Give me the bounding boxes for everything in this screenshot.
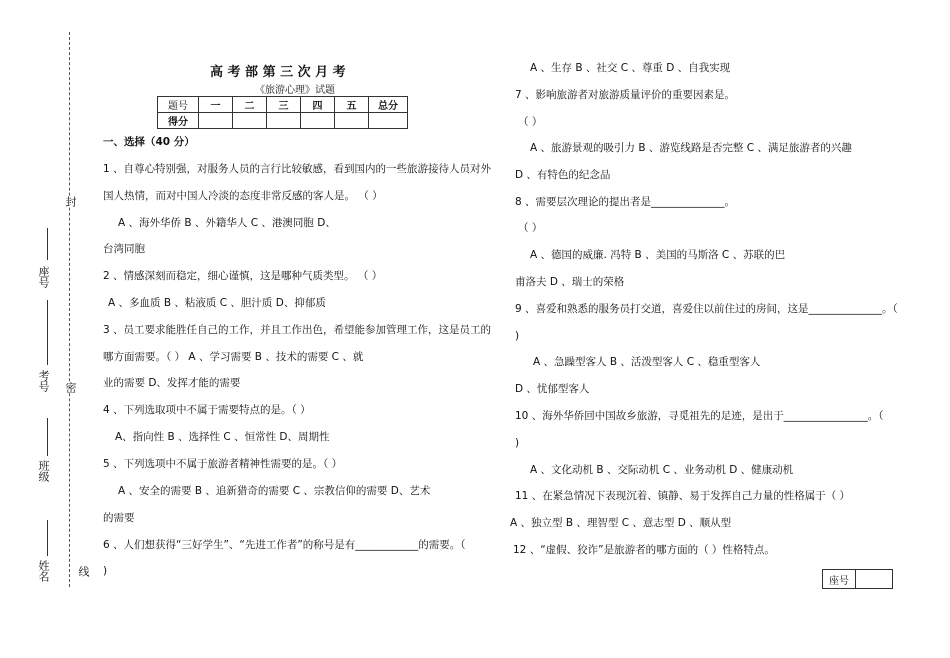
option-line: 的需要: [103, 512, 135, 524]
option-line: A 、独立型 B 、理智型 C 、意志型 D 、顺从型: [510, 517, 732, 529]
question-text: 5 、下列选项中不属于旅游者精神性需要的是。（ ）: [103, 458, 343, 470]
seat-label: 座号: [37, 266, 50, 288]
question-text: 10 、海外华侨回中国故乡旅游，寻觅祖先的足迹，是出于________________。（: [515, 410, 884, 422]
page-title: 高 考 部 第 三 次 月 考: [210, 65, 346, 80]
score-header: 五: [335, 97, 369, 113]
class-field[interactable]: [47, 418, 48, 456]
question-text: 4 、下列选取项中不属于需要特点的是。（ ）: [103, 404, 311, 416]
score-cell[interactable]: [369, 113, 408, 129]
question-text: ): [515, 437, 520, 449]
score-header: 题号: [158, 97, 199, 113]
question-text: 2 、情感深刻而稳定，细心谨慎，这是哪种气质类型。 （ ）: [103, 270, 383, 282]
seal-feng: 封: [64, 196, 77, 207]
question-text: ): [103, 565, 108, 577]
question-text: （ ）: [518, 116, 543, 128]
score-cell[interactable]: [335, 113, 369, 129]
score-cell[interactable]: [233, 113, 267, 129]
score-header: 二: [233, 97, 267, 113]
score-cell[interactable]: [199, 113, 233, 129]
option-line: 业的需要 D、发挥才能的需要: [103, 377, 241, 389]
page-subtitle: 《旅游心理》试题: [255, 85, 335, 96]
question-text: 哪方面需要。（ ） A 、学习需要 B 、技术的需要 C 、就: [103, 351, 364, 363]
option-line: A 、海外华侨 B 、外籍华人 C 、港澳同胞 D、: [118, 217, 336, 229]
name-label: 姓名: [37, 560, 50, 582]
score-cell[interactable]: [301, 113, 335, 129]
class-label: 班级: [37, 460, 50, 482]
score-header: 三: [267, 97, 301, 113]
seat-box-field[interactable]: [856, 570, 893, 589]
score-header: 总分: [369, 97, 408, 113]
score-header: 四: [301, 97, 335, 113]
question-text: 6 、人们想获得“三好学生”、“先进工作者”的称号是有____________的需要。（: [103, 539, 466, 551]
binding-dashed-line: [69, 32, 70, 587]
seal-xian: 线: [77, 566, 90, 577]
seat-field[interactable]: [47, 228, 48, 260]
option-line: D 、忧郁型客人: [515, 383, 590, 395]
option-line: A 、安全的需要 B 、追新猎奇的需要 C 、宗教信仰的需要 D、艺术: [118, 485, 431, 497]
score-table: [157, 96, 408, 129]
score-row-label: 得分: [158, 113, 199, 129]
question-text: 9 、喜爱和熟悉的服务员打交道，喜爱住以前住过的房间，这是______________。（: [515, 303, 898, 315]
section-heading: 一、选择（40 分）: [103, 136, 195, 148]
seal-mi: 密: [64, 382, 77, 393]
question-text: ): [515, 330, 520, 342]
option-line: 台湾同胞: [103, 243, 145, 255]
question-text: 8 、需要层次理论的提出者是______________。: [515, 196, 736, 208]
name-field[interactable]: [47, 520, 48, 556]
score-header: 一: [199, 97, 233, 113]
question-text: 国人热情，而对中国人冷淡的态度非常反感的客人是。 （ ）: [103, 190, 383, 202]
option-line: A 、急躁型客人 B 、活泼型客人 C 、稳重型客人: [533, 356, 761, 368]
option-line: A 、多血质 B 、粘液质 C 、胆汁质 D、抑郁质: [108, 297, 326, 309]
score-cell[interactable]: [267, 113, 301, 129]
option-line: A 、德国的威廉. 冯特 B 、美国的马斯洛 C 、苏联的巴: [530, 249, 786, 261]
question-text: 12 、“虚假、狡诈”是旅游者的哪方面的（ ）性格特点。: [513, 544, 775, 556]
option-line: D 、有特色的纪念品: [515, 169, 611, 181]
option-line: A 、文化动机 B 、交际动机 C 、业务动机 D 、健康动机: [530, 464, 794, 476]
question-text: 3 、员工要求能胜任自己的工作，并且工作出色，希望能参加管理工作，这是员工的: [103, 324, 492, 336]
question-text: （ ）: [518, 222, 543, 234]
question-text: 1 、自尊心特别强，对服务人员的言行比较敏感，看到国内的一些旅游接待人员对外: [103, 163, 492, 175]
exam-no-field[interactable]: [47, 300, 48, 365]
question-text: 7 、影响旅游者对旅游质量评价的重要因素是。: [515, 89, 736, 101]
option-line: A 、旅游景观的吸引力 B 、游览线路是否完整 C 、满足旅游者的兴趣: [530, 142, 852, 154]
exam-no-label: 考号: [37, 370, 50, 392]
option-line: A 、生存 B 、社交 C 、尊重 D 、自我实现: [530, 62, 731, 74]
question-text: 11 、在紧急情况下表现沉着、镇静、易于发挥自己力量的性格属于（ ）: [515, 490, 851, 502]
option-line: A、指向性 B 、选择性 C 、恒常性 D、周期性: [115, 431, 330, 443]
seat-box-label: 座号: [823, 570, 856, 589]
seat-number-box: [822, 569, 893, 589]
option-line: 甫洛夫 D 、瑞士的荣格: [515, 276, 625, 288]
